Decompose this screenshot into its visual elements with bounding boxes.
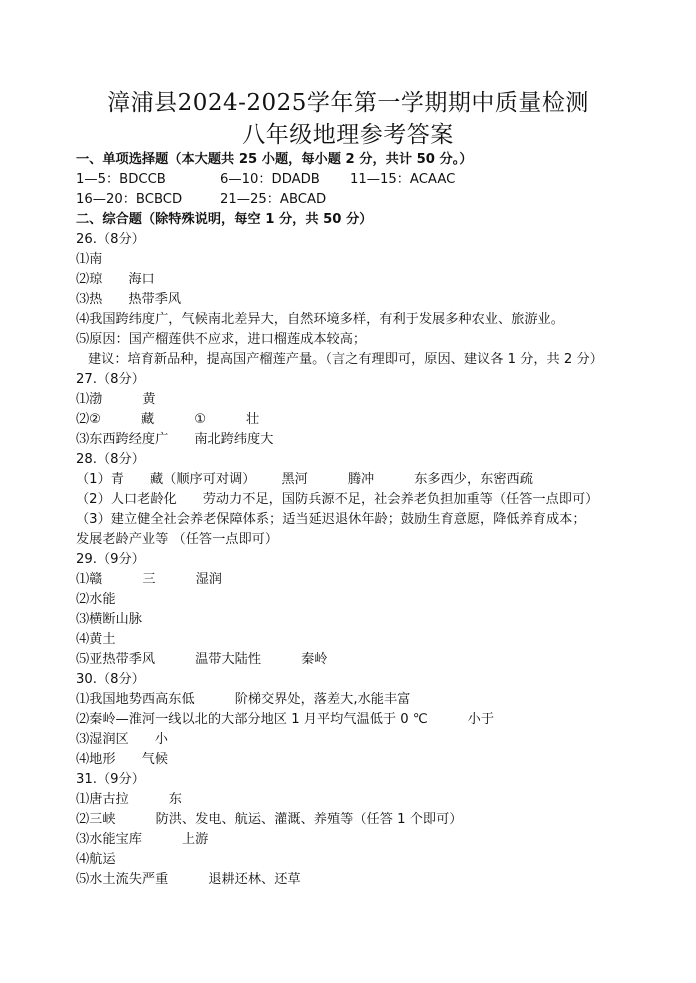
q29-answer-1	[76, 570, 676, 590]
q28-answer-3: （3）建立健全社会养老保障体系；适当延迟退休年龄；鼓励生育意愿，降低养育成本；	[76, 512, 586, 527]
answer-part: 热带季风	[128, 292, 182, 307]
mc-answer: 11—15：ACAAC	[350, 172, 456, 187]
answer-part: 三	[142, 572, 156, 587]
q31-answer-5	[76, 870, 676, 890]
answer-part: 退耕还林、还草	[208, 872, 301, 887]
answer-part: 藏	[141, 412, 155, 427]
answer-part: ⑶水能宝库	[76, 832, 142, 847]
q26-answer-3	[76, 290, 676, 310]
answer-part: ⑴唐古拉	[76, 792, 129, 807]
answer-part: 上游	[181, 832, 209, 847]
answer-body	[76, 150, 676, 890]
answer-part: ⑸亚热带季风	[76, 652, 156, 667]
answer-part: 温带大陆性	[195, 652, 262, 667]
q30-answer-4	[76, 750, 676, 770]
page-subtitle: 八年级地理参考答案	[242, 122, 454, 148]
answer-part: ⑸水土流失严重	[76, 872, 169, 887]
mc-answer: 16—20：BCBCD	[76, 192, 183, 207]
q29-heading: 29.（9分）	[76, 552, 145, 567]
q31-answer-3	[76, 830, 676, 850]
q29-answer-3: ⑶横断山脉	[76, 612, 142, 627]
q30-answer-3	[76, 730, 676, 750]
q31-heading: 31.（9分）	[76, 772, 145, 787]
answer-part: ⑶东西跨经度广	[76, 432, 169, 447]
q30-heading: 30.（8分）	[76, 672, 145, 687]
q31-answer-4: ⑷航运	[76, 852, 116, 867]
answer-part: ⑴赣	[76, 572, 103, 587]
q31-answer-1	[76, 790, 676, 810]
answer-part: 海口	[128, 272, 155, 287]
mc-answers-row1	[76, 170, 676, 190]
q28-heading: 28.（8分）	[76, 452, 145, 467]
mc-answer: 21—25：ABCAD	[220, 192, 327, 207]
answer-part: 小于	[467, 712, 495, 727]
q28-answer-3-cont: 发展老龄产业等 （任答一点即可）	[76, 532, 279, 547]
q26-answer-4: ⑷我国跨纬度广，气候南北差异大，自然环境多样，有利于发展多种农业、旅游业。	[76, 312, 564, 327]
q27-answer-1	[76, 390, 676, 410]
q26-answer-2	[76, 270, 676, 290]
q29-answer-4: ⑷黄土	[76, 632, 116, 647]
answer-part: 南北跨纬度大	[194, 432, 274, 447]
answer-part: ⑵琼	[76, 272, 103, 287]
answer-part: ⑴渤	[76, 392, 103, 407]
answer-part: ⑵三峡	[76, 812, 116, 827]
answer-part: 气候	[141, 752, 168, 767]
q30-answer-1	[76, 690, 676, 710]
mc-answers-row2	[76, 190, 676, 210]
q31-answer-2	[76, 810, 676, 830]
answer-part: 阶梯交界处，落差大,水能丰富	[234, 692, 411, 707]
answer-part: 黑河	[281, 472, 308, 487]
q29-answer-2: ⑵水能	[76, 592, 116, 607]
q27-answer-3	[76, 430, 676, 450]
q26-answer-1: ⑴南	[76, 252, 103, 267]
mc-answer: 1—5：BDCCB	[76, 172, 166, 187]
answer-part: ⑵秦岭—淮河一线以北的大部分地区 1 月平均气温低于 0 ℃	[76, 712, 428, 727]
answer-part: 防洪、发电、航运、灌溉、养殖等（任答 1 个即可）	[155, 812, 463, 827]
q27-heading: 27.（8分）	[76, 372, 145, 387]
section2-heading: 二、综合题（除特殊说明，每空 1 分，共 50 分）	[76, 212, 373, 227]
answer-part: ⑶湿润区	[76, 732, 129, 747]
q28-answer-2	[76, 490, 676, 510]
answer-part: 藏（顺序可对调）	[149, 472, 256, 487]
q30-answer-2	[76, 710, 676, 730]
answer-part: 湿润	[195, 572, 222, 587]
answer-part: ①	[194, 412, 207, 427]
answer-part: 东	[168, 792, 182, 807]
answer-part: 黄	[142, 392, 156, 407]
answer-part: （2）人口老龄化	[76, 492, 177, 507]
q28-answer-1	[76, 470, 676, 490]
q27-answer-2	[76, 410, 676, 430]
page-title: 漳浦县2024-2025学年第一学期期中质量检测	[107, 90, 589, 116]
answer-part: 腾冲	[347, 472, 375, 487]
answer-part: 壮	[246, 412, 260, 427]
answer-part: 东多西少，东密西疏	[414, 472, 533, 487]
answer-part: ⑵②	[76, 412, 102, 427]
answer-part: 劳动力不足，国防兵源不足，社会养老负担加重等（任答一点即可）	[202, 492, 599, 507]
q26-answer-5-suggestion: 建议：培育新品种，提高国产榴莲产量。（言之有理即可，原因、建议各 1 分，共 2 分）	[88, 352, 603, 367]
q26-answer-5: ⑸原因：国产榴莲供不应求，进口榴莲成本较高；	[76, 332, 367, 347]
mc-answer: 6—10：DDADB	[220, 172, 320, 187]
answer-part: ⑷地形	[76, 752, 116, 767]
answer-part: ⑶热	[76, 292, 103, 307]
answer-part: 秦岭	[301, 652, 328, 667]
q29-answer-5	[76, 650, 676, 670]
answer-part: ⑴我国地势西高东低	[76, 692, 195, 707]
answer-part: （1）青	[76, 472, 124, 487]
section1-heading: 一、单项选择题（本大题共 25 小题，每小题 2 分，共计 50 分。）	[76, 152, 473, 167]
q26-heading: 26.（8分）	[76, 232, 145, 247]
answer-part: 小	[154, 732, 168, 747]
